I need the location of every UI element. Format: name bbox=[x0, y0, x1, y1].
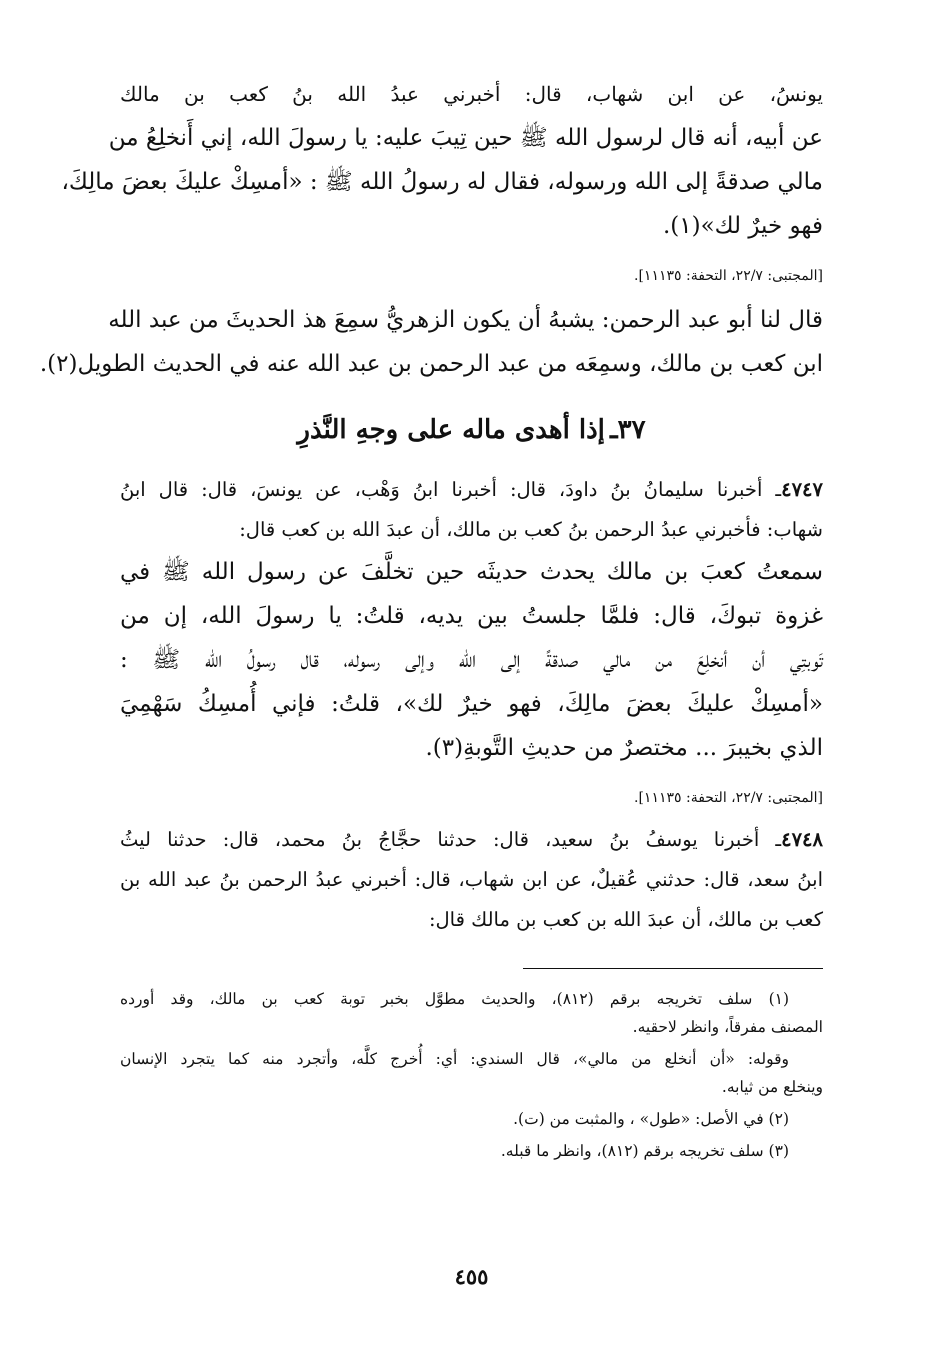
hadith-4747-matn bbox=[120, 550, 823, 770]
chapter-title: إذا أهدى ماله على وجهِ النَّذرِ bbox=[297, 415, 605, 445]
text-line: شهاب: فأخبرني عبدُ الرحمن بنُ كعب بن مالك، أن عبدَ الله بن كعب قال: bbox=[239, 518, 823, 541]
chapter-heading bbox=[120, 400, 823, 460]
text-line: قال لنا أبو عبد الرحمن: يشبهُ أن يكون الزهريُّ سمِعَ هذ الحديثَ من عبد الله bbox=[108, 307, 823, 333]
page-number: ٤٥٥ bbox=[454, 1264, 489, 1289]
hadith-4747-isnad bbox=[120, 470, 823, 550]
text-line: (١) سلف تخريجه برقم (٨١٢)، والحديث مطوَّل بخبر توبة كعب بن مالك، وقد أورده bbox=[120, 990, 790, 1008]
chapter-number: ٣٧ـ bbox=[610, 415, 646, 445]
text-line: ابن كعب بن مالك، وسمِعَه من عبد الرحمن بن عبد الله عنه في الحديث الطويل(٢). bbox=[39, 351, 823, 377]
text-line: كعب بن مالك، أن عبدَ الله بن كعب بن مالك قال: bbox=[428, 908, 823, 931]
hadith-reference: [المجتبى: ٢٢/٧، التحفة: ١١١٣٥]. bbox=[634, 790, 823, 806]
text-line: الذي بخيبرَ ... مختصرٌ من حديثِ التَّوبةِ(٣). bbox=[425, 735, 823, 761]
footnote-1 bbox=[120, 985, 823, 1041]
hadith-reference: [المجتبى: ٢٢/٧، التحفة: ١١١٣٥]. bbox=[634, 268, 823, 284]
text-line: يونسُ، عن ابن شهاب، قال: أخبرني عبدُ الله بنُ كعب بن مالك bbox=[120, 82, 823, 106]
text-line: ـ أخبرنا سليمانُ بنُ داودَ، قال: أخبرنا ابنُ وَهْب، عن يونسَ، قال: قال ابنُ bbox=[120, 478, 782, 501]
text-line: ـ أخبرنا يوسفُ بنُ سعيد، قال: حدثنا حجَّاجُ بنُ محمد، قال: حدثنا ليثُ bbox=[120, 828, 782, 851]
text-line: سمعتُ كعبَ بن مالك يحدث حديثَه حين تخلَّفَ عن رسول الله ﷺ في bbox=[120, 559, 823, 585]
hadith-number: ٤٧٤٨ bbox=[781, 828, 823, 851]
footnote-2: (٢) في الأصل: «طول» ، والمثبت من (ت). bbox=[513, 1110, 789, 1128]
footnotes bbox=[120, 985, 823, 1165]
text-line: تَوبتِي أن أنخلِعَ من مالي صدقةً إلى الله وإلى رسوله، قال رسولُ الله ﷺ : bbox=[120, 647, 823, 673]
text-line: وينخلع من ثيابه. bbox=[721, 1078, 823, 1096]
text-line: عن أبيه، أنه قال لرسول الله ﷺ حين تِيبَ عليه: يا رسولَ الله، إني أَنخلِعُ من bbox=[108, 125, 823, 151]
text-line: مالي صدقةً إلى الله ورسوله، فقال له رسولُ الله ﷺ : «أمسِكْ عليكَ بعضَ مالِكَ، bbox=[61, 169, 823, 195]
text-line: فهو خيرٌ لك»(١). bbox=[662, 213, 823, 239]
footnote-divider bbox=[523, 968, 823, 969]
text-line: غزوة تبوكَ، قال: فلمَّا جلستُ بين يديه، قلتُ: يا رسولَ الله، إن من bbox=[120, 603, 823, 629]
text-line: وقوله: «أن أنخلع من مالي»، قال السندي: أي: أُخرج كلَّه، وأتجرد منه كما يتجرد الإنسان bbox=[120, 1050, 789, 1068]
text-line: ابنُ سعد، قال: حدثني عُقيلٌ، عن ابن شهاب، قال: أخبرني عبدُ الرحمن بنُ عبد الله بن bbox=[120, 868, 823, 891]
text-line: «أمسِكْ عليكَ بعضَ مالِكَ، فهو خيرٌ لك»، قلتُ: فإني أُمسِكُ سَهْمِيَ bbox=[120, 691, 823, 717]
hadith-4748 bbox=[120, 820, 823, 940]
text-line: المصنف مفرقاً، وانظر لاحقيه. bbox=[632, 1018, 823, 1036]
author-comment bbox=[39, 298, 823, 386]
hadith-number: ٤٧٤٧ bbox=[781, 478, 823, 501]
footnote-1-continued bbox=[120, 1045, 823, 1101]
footnote-3: (٣) سلف تخريجه برقم (٨١٢)، وانظر ما قبله. bbox=[500, 1142, 789, 1160]
intro-matn bbox=[61, 116, 823, 248]
intro-text bbox=[120, 72, 823, 116]
